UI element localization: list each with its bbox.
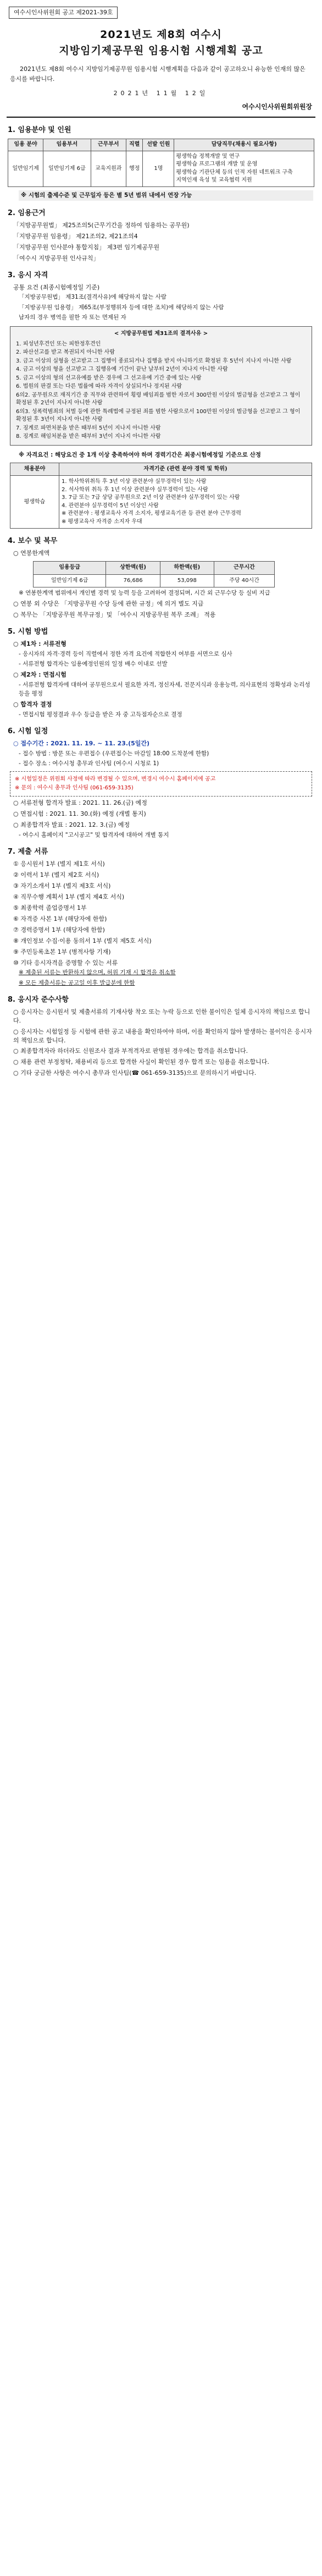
- th-grade: 임용등급: [34, 562, 106, 575]
- section-3-title: 3. 응시 자격: [8, 271, 48, 279]
- recruitment-table: [8, 139, 314, 187]
- requirement-table: [10, 463, 312, 529]
- method-item: ○ 제1차 : 서류전형: [13, 640, 66, 648]
- th-field: 임용 분야: [8, 139, 43, 151]
- disqualification-line: 7. 징계로 파면처분을 받은 때부터 5년이 지나지 아니한 사람: [16, 425, 161, 431]
- qualification-item: 「지방공무원법」 제31조(결격사유)에 해당하지 않는 사람: [19, 294, 166, 301]
- schedule-item: ○ 서류전형 합격자 발표 : 2021. 11. 26.(금) 예정: [13, 799, 147, 807]
- rule-item: ○ 최종합격자라 하더라도 신원조사 결과 부적격자로 판명된 경우에는 합격을 취소합니다.: [13, 1047, 248, 1055]
- schedule-item: - 접수 방법 : 방문 또는 우편접수 (우편접수는 마감일 18:00 도착분에 한함): [19, 750, 209, 757]
- qualification-item: 「지방공무원 임용령」 제65조(부정행위자 등에 대한 조치)에 해당하지 않는 사람: [19, 304, 224, 311]
- announcement-date: 2021년 11월 12일: [113, 90, 209, 97]
- th-work: 근무부서: [91, 139, 126, 151]
- schedule-notice-line: ※ 문의 : 여수시 총무과 인사팀 (061-659-3135): [15, 784, 134, 791]
- salary-subtitle: ○ 연봉한계액: [13, 550, 50, 557]
- issuing-organization: 여수시인사위원회위원장: [242, 103, 312, 111]
- th-upper: 상한액(원): [106, 562, 160, 575]
- section-8-title: 8. 응시자 준수사항: [8, 995, 69, 1004]
- th-series: 직렬: [126, 139, 143, 151]
- document-note: ※ 모든 제출서류는 공고일 이후 발급분에 한함: [19, 979, 135, 986]
- td-req-criteria: [59, 476, 312, 529]
- disqualification-line: 8. 징계로 해임처분을 받은 때부터 3년이 지나지 아니한 사람: [16, 433, 161, 440]
- basis-item: 「여수시 지방공무원 인사규칙」: [13, 254, 99, 262]
- notice-number: 여수시인사위원회 공고 제2021-39호: [9, 7, 118, 19]
- section-7-title: 7. 제출 서류: [8, 848, 48, 856]
- disqualification-line: 5. 금고 이상의 형의 선고유예를 받은 경우에 그 선고유예 기간 중에 있는 사람: [16, 375, 202, 381]
- method-item: ○ 합격자 결정: [13, 700, 52, 708]
- method-item: - 서류전형 합격자에 대하여 공무원으로서 필요한 자격, 정신자세, 전문지식과 응용능력, 의사표현의 정확성과 논리성 등을 평정: [19, 682, 310, 697]
- td-grade: 일반임기제 6급: [34, 574, 106, 587]
- duty-item: 평생학습 정책개발 및 연구: [176, 153, 240, 160]
- schedule-notice-line: ※ 시험일정은 위원회 사정에 따라 변경될 수 있으며, 변경시 여수시 홈페이지에 공고: [15, 776, 216, 783]
- basis-item: 「지방공무원법」 제25조의5(근무기간을 정하여 임용하는 공무원): [13, 221, 190, 229]
- rule-item: ○ 응시자는 시험일정 등 시험에 관한 공고 내용을 확인하여야 하며, 이를 확인하지 않아 발생하는 불이익은 응시자의 책임으로 합니다.: [13, 1028, 312, 1044]
- document-item: ④ 직무수행 계획서 1부 (별지 제4호 서식): [13, 893, 125, 900]
- divider: [7, 117, 315, 118]
- title-block: [0, 28, 322, 59]
- schedule-item: ○ 면접시험 : 2021. 11. 30.(화) 예정 (개별 통지): [13, 810, 146, 818]
- basis-item: 「지방공무원 인사분야 통합지침」 제3편 임기제공무원: [13, 243, 160, 251]
- document: [0, 0, 322, 1078]
- schedule-notice-box: [10, 771, 312, 797]
- criteria-line: 1. 학사학위취득 후 3년 이상 관련분야 실무경력이 있는 사람: [62, 479, 207, 485]
- document-item: ① 응시원서 1부 (별지 제1호 서식): [13, 860, 105, 868]
- th-lower: 하한액(원): [160, 562, 214, 575]
- criteria-line: ※ 평생교육사 자격증 소지자 우대: [62, 518, 142, 525]
- td-lower: 53,098: [160, 574, 214, 587]
- disqualification-line: 1. 피성년후견인 또는 피한정후견인: [16, 340, 101, 347]
- th-dept: 임용부서: [43, 139, 91, 151]
- rule-item: ○ 채용 관련 부정청탁, 채용비리 등으로 합격한 사실이 확인된 경우 합격 또는 임용을 취소합니다.: [13, 1058, 269, 1066]
- disqualification-box: [10, 326, 312, 446]
- td-duties: [174, 151, 314, 186]
- td-count: 1명: [143, 151, 174, 186]
- document-item: ⑨ 주민등록초본 1부 (병적사항 기재): [13, 948, 111, 955]
- document-item: ③ 자기소개서 1부 (별지 제3호 서식): [13, 882, 111, 889]
- schedule-item: - 접수 장소 : 여수시청 총무과 인사팀 (여수시 시청로 1): [19, 760, 159, 767]
- td-field: 일반임기제: [8, 151, 43, 186]
- document-item: ② 이력서 1부 (별지 제2호 서식): [13, 871, 99, 879]
- duty-item: 지역인재 육성 및 교육협력 지원: [176, 177, 252, 184]
- th-hours: 근무시간: [214, 562, 275, 575]
- section-6-title: 6. 시험 일정: [8, 727, 48, 735]
- document-item: ⑦ 경력증명서 1부 (해당자에 한함): [13, 926, 105, 933]
- disqualification-line: 6. 법원의 판결 또는 다른 법률에 따라 자격이 상실되거나 정지된 사람: [16, 383, 182, 390]
- td-req-field: 평생학습: [10, 476, 59, 529]
- schedule-item: ○ 접수기간 : 2021. 11. 19. ~ 11. 23.(5일간): [13, 739, 150, 747]
- th-count: 선발 인원: [143, 139, 174, 151]
- td-dept: 일반임기제 6급: [43, 151, 91, 186]
- td-series: 행정: [126, 151, 143, 186]
- document-item: ⑥ 자격증 사본 1부 (해당자에 한함): [13, 915, 107, 922]
- td-hours: 주당 40시간: [214, 574, 275, 587]
- qualification-item: 공통 요건 (최종시험예정일 기준): [13, 283, 100, 291]
- method-item: - 서류전형 합격자는 임용예정인원의 일정 배수 이내로 선발: [19, 661, 168, 668]
- document-note: ※ 제출된 서류는 반환하지 않으며, 허위 기재 시 합격을 취소함: [19, 969, 176, 976]
- disqualification-line: 3. 금고 이상의 실형을 선고받고 그 집행이 종료되거나 집행을 받지 아니하기로 확정된 후 5년이 지나지 아니한 사람: [16, 358, 292, 364]
- td-upper: 76,686: [106, 574, 160, 587]
- basis-item: 「지방공무원 임용령」 제21조의2, 제21조의4: [13, 232, 138, 240]
- schedule-item: ○ 최종합격자 발표 : 2021. 12. 3.(금) 예정: [13, 821, 130, 829]
- section-2-title: 2. 임용근거: [8, 209, 46, 218]
- criteria-line: ※ 관련분야 : 평생교육사 자격 소지자, 평생교육기관 등 관련 분야 근무경력: [62, 510, 241, 517]
- section-4-title: 4. 보수 및 복무: [8, 537, 58, 546]
- salary-note: ※ 연봉한계액 범위에서 개인별 경력 및 능력 등을 고려하여 결정되며, 시간 외 근무수당 등 실비 지급: [19, 590, 270, 597]
- intro-paragraph: 2021년도 제8회 여수시 지방임기제공무원 임용시험 시행계획을 다음과 같이 공고하오니 유능한 인재의 많은 응시를 바랍니다.: [10, 65, 306, 83]
- disqualification-title: < 지방공무원법 제31조의 결격사유 >: [114, 331, 208, 337]
- criteria-line: 2. 석사학위 취득 후 1년 이상 관련분야 실무경력이 있는 사람: [62, 486, 208, 493]
- title-line-1: 2021년도 제8회 여수시: [100, 28, 222, 41]
- td-work: 교육지원과: [91, 151, 126, 186]
- method-item: ○ 제2차 : 면접시험: [13, 671, 66, 679]
- title-line-2: 지방임기제공무원 임용시험 시행계획 공고: [59, 45, 263, 57]
- duty-item: 평생학습 프로그램의 개발 및 운영: [176, 161, 258, 168]
- section-5-title: 5. 시험 방법: [8, 628, 48, 636]
- rule-item: ○ 응시자는 응시원서 및 제출서류의 기재사항 착오 또는 누락 등으로 인한 불이익은 일체 응시자의 책임으로 합니다.: [13, 1008, 310, 1024]
- th-req-field: 채용분야: [10, 463, 59, 476]
- disqualification-line: 2. 파산선고를 받고 복권되지 아니한 사람: [16, 349, 115, 356]
- rule-item: ○ 기타 궁금한 사항은 여수시 총무과 인사팀(☎ 061-659-3135)으로 문의하시기 바랍니다.: [13, 1069, 257, 1077]
- criteria-line: 3. 7급 또는 7급 상당 공무원으로 2년 이상 관련분야 실무경력이 있는 사람: [62, 495, 240, 501]
- salary-table: [33, 561, 275, 587]
- salary-note: ○ 복무는 「지방공무원 복무규정」및 「여수시 지방공무원 복무 조례」 적용: [13, 611, 216, 619]
- method-item: - 면접시험 평정결과 우수 등급을 받은 자 중 고득점자순으로 결정: [19, 711, 182, 718]
- duty-item: 평생학습 기관단체 등의 인적 자원 네트워크 구축: [176, 169, 293, 175]
- document-item: ⑩ 기타 응시자격을 증명할 수 있는 서류: [13, 959, 118, 966]
- disqualification-line: 6의3. 성폭력범죄의 처벌 등에 관한 특례법에 규정된 죄를 범한 사람으로서 100만원 이상의 벌금형을 선고받고 그 형이 확정된 후 3년이 지나지 아니한 사람: [16, 408, 301, 423]
- th-req-criteria: 자격기준 (관련 분야 경력 및 학위): [59, 463, 312, 476]
- th-duties: 담당직무(채용시 필요사항): [174, 139, 314, 151]
- qualification-item: 남자의 경우 병역을 필한 자 또는 면제된 자: [19, 314, 126, 321]
- method-item: - 응시자의 자격·경력 등이 직렬에서 정한 자격 요건에 적합한지 여부를 서면으로 심사: [19, 651, 232, 658]
- salary-note: ○ 연봉 외 수당은 「지방공무원 수당 등에 관한 규정」에 의거 별도 지급: [13, 600, 204, 608]
- section-1-note: ※ 시험의 출제수준 및 근무일자 등은 별 5년 범위 내에서 연장 가능: [19, 190, 313, 201]
- disqualification-line: 4. 금고 이상의 형을 선고받고 그 집행유예 기간이 끝난 날부터 2년이 지나지 아니한 사람: [16, 366, 228, 373]
- section-1-title: 1. 임용분야 및 인원: [8, 125, 71, 134]
- disqualification-line: 6의2. 공무원으로 재직기간 중 직무와 관련하여 횡령 배임죄를 범한 자로서 300만원 이상의 벌금형을 선고받고 그 형이 확정된 후 2년이 지나지 아니한 사람: [16, 392, 301, 407]
- schedule-item: - 여수시 홈페이지 "고시공고" 및 합격자에 대하여 개별 통지: [19, 832, 169, 839]
- requirement-note: ※ 자격요건 : 해당요건 중 1개 이상 충족하여야 하며 경력기간은 최종시험예정일 기준으로 산정: [19, 451, 261, 458]
- criteria-line: 4. 관련분야 실무경력이 5년 이상인 사람: [62, 502, 159, 509]
- document-item: ⑤ 최종학력 졸업증명서 1부: [13, 904, 87, 911]
- document-item: ⑧ 개인정보 수집·이용 동의서 1부 (별지 제5호 서식): [13, 937, 152, 944]
